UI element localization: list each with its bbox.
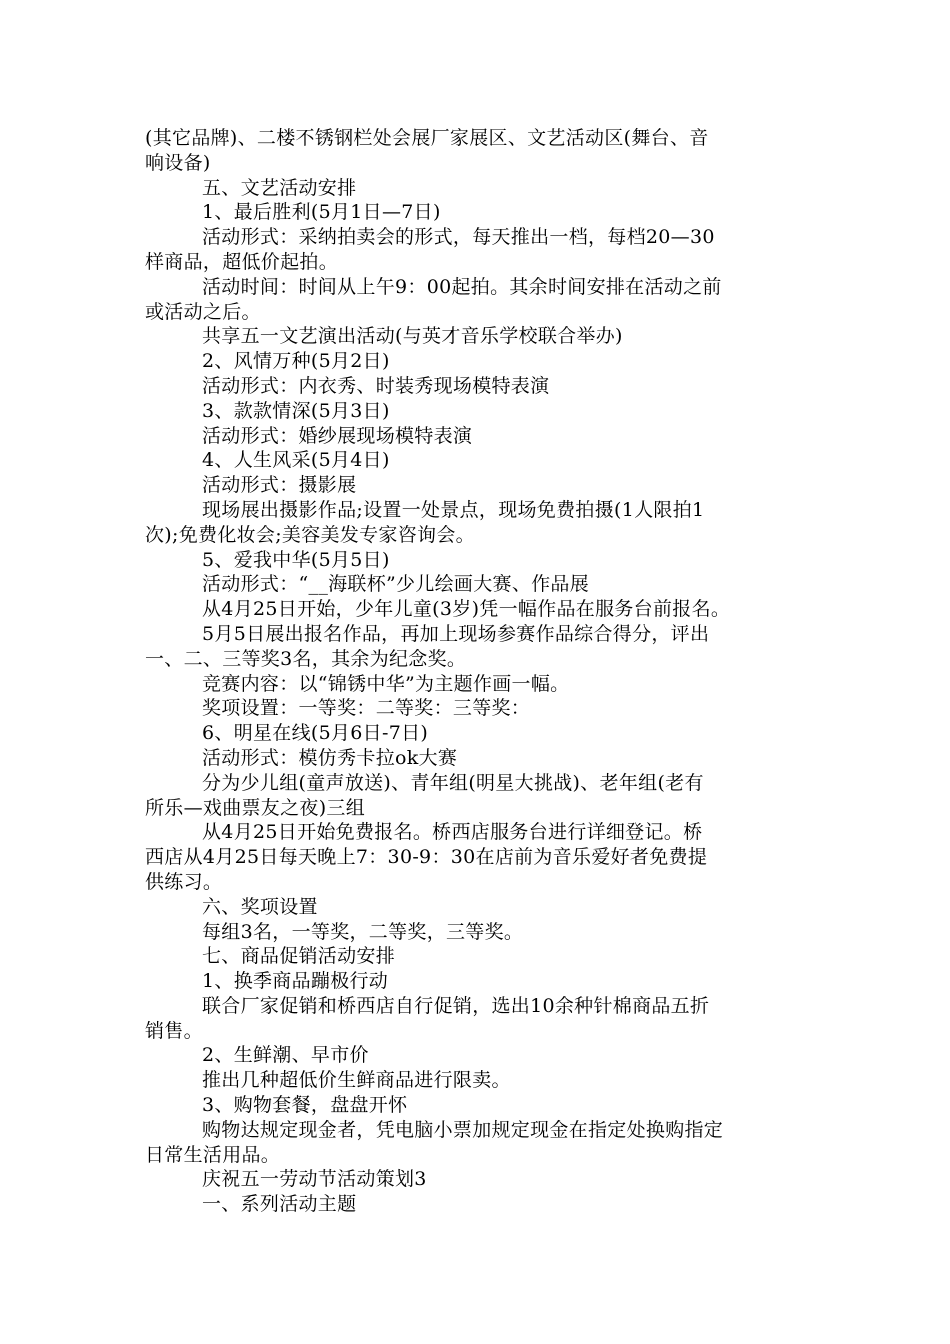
text-line: 1、最后胜利(5月1日—7日) (202, 201, 441, 224)
text-line: 5、爱我中华(5月5日) (202, 548, 390, 571)
text-line: 奖项设置：一等奖：二等奖：三等奖： (202, 697, 531, 720)
text-line: 五、文艺活动安排 (202, 176, 357, 199)
text-line: 活动形式：模仿秀卡拉ok大赛 (202, 746, 458, 769)
text-line: 响设备) (145, 151, 211, 174)
text-line: 庆祝五一劳动节活动策划3 (202, 1168, 427, 1191)
text-line: 所乐—戏曲票友之夜)三组 (145, 796, 366, 819)
text-line: 从4月25日开始，少年儿童(3岁)凭一幅作品在服务台前报名。 (202, 598, 731, 621)
text-line: 供练习。 (145, 870, 223, 893)
document-body (145, 126, 813, 1217)
text-line: 销售。 (145, 1019, 203, 1042)
text-line: 或活动之后。 (145, 300, 261, 323)
text-line: 活动形式：采纳拍卖会的形式，每天推出一档，每档20—30 (202, 226, 715, 249)
text-line: 2、风情万种(5月2日) (202, 350, 390, 373)
text-line: 6、明星在线(5月6日-7日) (202, 722, 429, 745)
text-line: 活动时间：时间从上午9：00起拍。其余时间安排在活动之前 (202, 275, 722, 298)
text-line: 5月5日展出报名作品，再加上现场参赛作品综合得分，评出 (202, 622, 710, 645)
text-line: 推出几种超低价生鲜商品进行限卖。 (202, 1069, 511, 1092)
text-line: 一、二、三等奖3名，其余为纪念奖。 (145, 647, 467, 670)
text-line: 活动形式：“__海联杯”少儿绘画大赛、作品展 (202, 573, 590, 596)
text-line: 六、奖项设置 (202, 895, 318, 918)
text-line: 竞赛内容：以“锦锈中华”为主题作画一幅。 (202, 672, 570, 695)
text-line: 2、生鲜潮、早市价 (202, 1044, 369, 1067)
text-line: 日常生活用品。 (145, 1143, 281, 1166)
text-line: 活动形式：内衣秀、时装秀现场模特表演 (202, 374, 550, 397)
text-line: 现场展出摄影作品;设置一处景点，现场免费拍摄(1人限拍1 (202, 498, 705, 521)
text-line: 4、人生风采(5月4日) (202, 449, 390, 472)
text-line: 每组3名，一等奖，二等奖，三等奖。 (202, 920, 524, 943)
text-line: (其它品牌)、二楼不锈钢栏处会展厂家展区、文艺活动区(舞台、音 (145, 127, 709, 149)
text-line: 共享五一文艺演出活动(与英才音乐学校联合举办) (202, 325, 623, 348)
text-line: 七、商品促销活动安排 (202, 945, 396, 968)
text-line: 联合厂家促销和桥西店自行促销，选出10余种针棉商品五折 (202, 994, 710, 1017)
text-line: 一、系列活动主题 (202, 1193, 357, 1216)
text-line: 次);免费化妆会;美容美发专家咨询会。 (145, 523, 475, 546)
text-line: 活动形式：摄影展 (202, 474, 357, 497)
text-line: 西店从4月25日每天晚上7：30-9：30在店前为音乐爱好者免费提 (145, 846, 708, 869)
text-line: 样商品，超低价起拍。 (145, 250, 339, 273)
text-line: 3、款款情深(5月3日) (202, 399, 390, 422)
text-line: 从4月25日开始免费报名。桥西店服务台进行详细登记。桥 (202, 821, 703, 844)
text-line: 3、购物套餐，盘盘开怀 (202, 1094, 408, 1117)
text-line: 购物达规定现金者，凭电脑小票加规定现金在指定处换购指定 (202, 1118, 724, 1141)
text-line: 活动形式：婚纱展现场模特表演 (202, 424, 473, 447)
text-line: 1、换季商品蹦极行动 (202, 970, 389, 993)
text-line: 分为少儿组(童声放送)、青年组(明星大挑战)、老年组(老有 (202, 771, 704, 794)
